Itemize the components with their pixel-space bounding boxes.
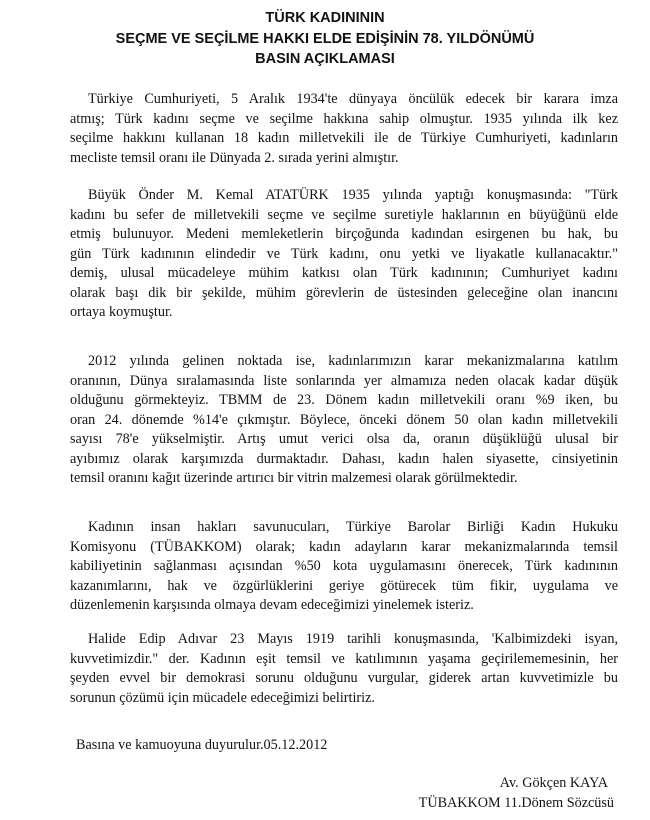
paragraph-line: 2012 yılında gelinen noktada ise, kadınlarımızın karar mekanizmalarına katılım	[88, 353, 618, 369]
signatory-name: Av. Gökçen KAYA	[499, 775, 608, 791]
paragraph-line: gün Türk kadınının elindedir ve Türk kadını, onu yetki ve liyakatle kullanacaktır."	[70, 245, 618, 262]
paragraph-line: Kadının insan hakları savunucuları, Türkiye Barolar Birliği Kadın Hukuku	[88, 519, 618, 535]
heading-line-1: TÜRK KADINININ	[265, 10, 385, 26]
paragraph-line: Türkiye Cumhuriyeti, 5 Aralık 1934'te dünyaya öncülük edecek bir karara imza	[88, 91, 618, 107]
paragraph-line: sayısı 78'e yükselmiştir. Artış umut verici olsa da, oranın düşüklüğü ulusal bir	[70, 431, 618, 447]
paragraph-line: olarak başı dik bir şekilde, mühim görevlerin de üstesinden geleceğine olan inancını	[70, 284, 618, 301]
paragraph-line: atmış; Türk kadını seçme ve seçilme hakkına sahip olmuştur. 1935 yılında ilk kez	[70, 110, 618, 127]
heading-line-3: BASIN AÇIKLAMASI	[255, 51, 395, 67]
paragraph-line: kabiliyetinin sağlanması açısından %50 kota uygulamasını önerecek, Türk kadınının	[70, 558, 618, 574]
paragraph-line: Komisyonu (TÜBAKKOM) olarak; kadın adayların karar mekanizmalarında temsil	[70, 538, 618, 555]
paragraph-line: düzenlemenin karşısında olmaya devam edeceğimizi yinelemek isteriz.	[70, 597, 474, 613]
paragraph-line: mecliste temsil oranı ile Dünyada 2. sırada yerini almıştır.	[70, 149, 399, 166]
paragraph-line: kazanımlarını, hak ve özgürlüklerini geriye götürecek tüm fikir, uygulama ve	[70, 577, 618, 594]
paragraph-line: kuvvetimizdir." der. Kadının eşit temsil ve katılımının yaşama geçirilememesinin, her	[70, 650, 618, 667]
paragraph-1	[70, 90, 618, 168]
paragraph-line: ortaya koymuştur.	[70, 304, 173, 320]
paragraph-line: Halide Edip Adıvar 23 Mayıs 1919 tarihli konuşmasında, 'Kalbimizdeki isyan,	[88, 631, 618, 647]
paragraph-line: demiş, ulusal mücadeleye mühim katkısı olan Türk kadınının; Cumhuriyet kadını	[70, 265, 618, 281]
paragraph-3	[70, 352, 618, 489]
paragraph-line: şeyden evvel bir demokrasi sorunu olduğunu vurgular, giderek artan kuvvetimizle bu	[70, 670, 618, 686]
paragraph-line: olduğunu görmekteyiz. TBMM de 23. Dönem kadın milletvekili oranı %9 iken, bu	[70, 392, 618, 408]
paragraph-line: seçilme hakkını kullanan 18 kadın milletvekili ile de Türkiye Cumhuriyeti, kadınların	[70, 130, 618, 146]
paragraph-line: Büyük Önder M. Kemal ATATÜRK 1935 yılında yaptığı konuşmasında: "Türk	[88, 187, 618, 203]
paragraph-line: temsil oranını kağıt üzerinde artırıcı bir vitrin malzemesi olarak görülmektedir.	[70, 470, 518, 486]
paragraph-line: sorunun çözümü için mücadele edeceğimizi belirtiriz.	[70, 689, 375, 706]
paragraph-line: oran 24. dönemde %14'e çıkmıştır. Böylece, önceki dönem 50 olan kadın milletvekili	[70, 411, 618, 428]
paragraph-line: etmiş bulunuyor. Medeni memleketlerin birçoğunda kadından esirgenen bu hak, bu	[70, 226, 618, 242]
paragraph-line: oranının, Dünya sıralamasında liste sonlarında yer almamıza neden olacak kadar düşük	[70, 372, 618, 389]
paragraph-line: kadını bu sefer de milletvekili seçme ve seçilme suretiyle haklarının en büyüğünü elde	[70, 206, 618, 223]
closing-statement: Basına ve kamuoyuna duyurulur.05.12.2012	[76, 737, 328, 753]
heading-line-2: SEÇME VE SEÇİLME HAKKI ELDE EDİŞİNİN 78. YILDÖNÜMÜ	[115, 31, 535, 47]
paragraph-5	[70, 630, 618, 708]
paragraph-line: ayıbımız olarak karşımızda durmaktadır. Dahası, kadın halen siyasette, cinsiyetinin	[70, 450, 618, 467]
paragraph-2	[70, 186, 618, 323]
signatory-title: TÜBAKKOM 11.Dönem Sözcüsü	[418, 795, 614, 811]
paragraph-4	[70, 518, 618, 616]
